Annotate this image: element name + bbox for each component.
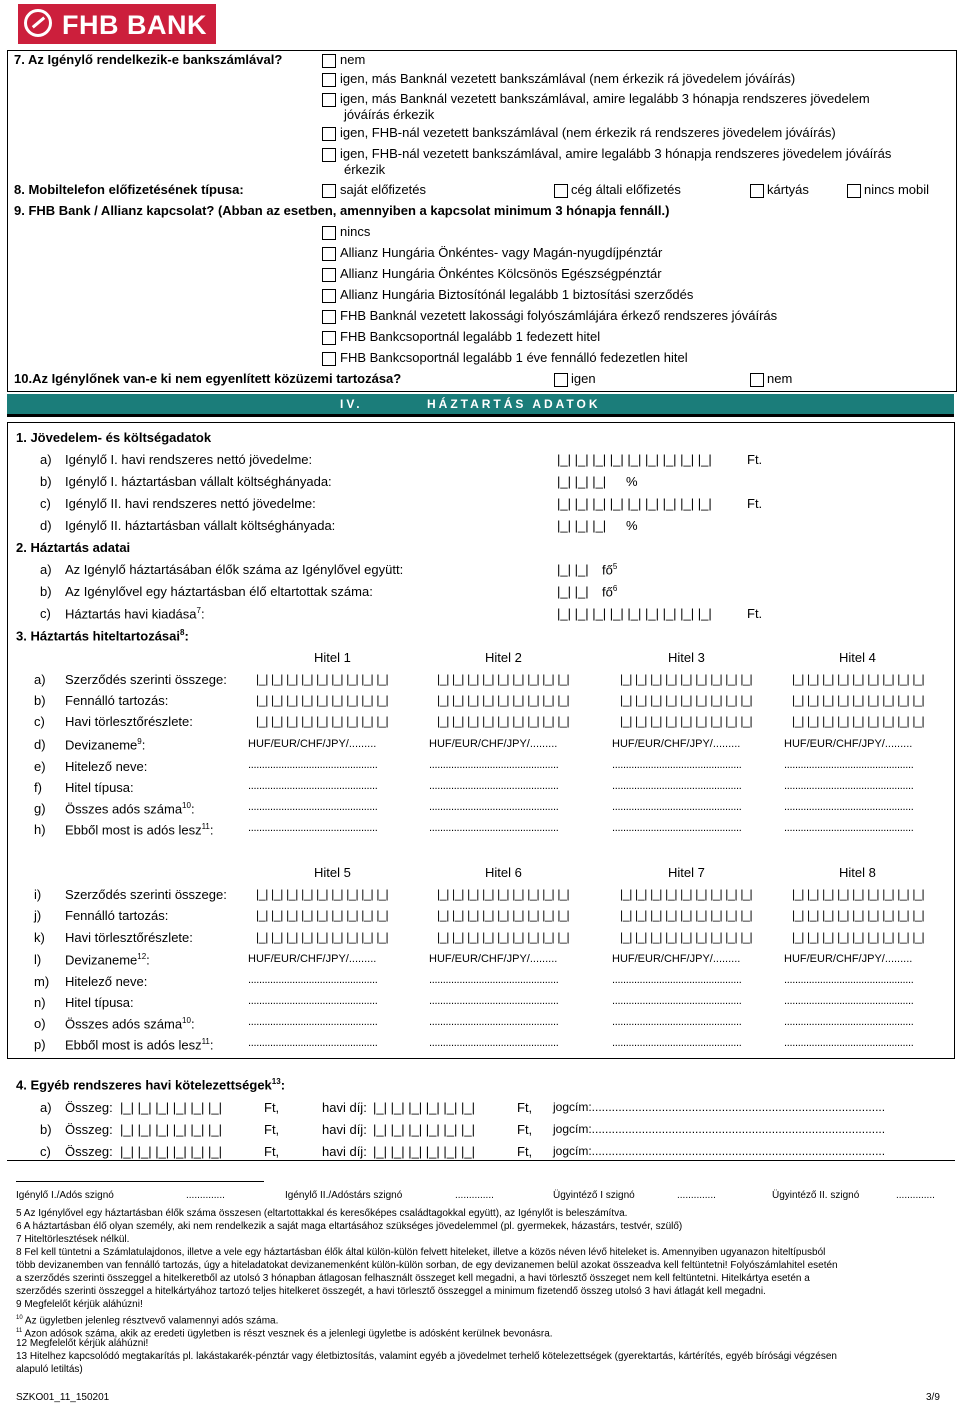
q7-option-4: igen, FHB-nál vezetett bankszámlával (nem érkezik rá rendszeres jövedelem jóváírás) [340, 125, 836, 140]
s3-cell-input[interactable]: ............................................... [784, 759, 914, 771]
s3-title [16, 628, 189, 643]
s3-row-label-text: Devizaneme [65, 737, 138, 753]
s3-row-letter: e) [34, 759, 46, 774]
s2-row-input[interactable]: |_| |_| [557, 562, 589, 577]
q9-option-1: nincs [340, 224, 371, 239]
q10-checkbox-no[interactable] [750, 373, 764, 387]
s3-cell-input[interactable]: |_| |_| |_| |_| |_| |_| |_| |_| |_| [437, 908, 570, 922]
sig-1-label: Igénylő I./Adós szignó [16, 1190, 114, 1201]
s3-cell-input[interactable]: |_| |_| |_| |_| |_| |_| |_| |_| |_| [256, 693, 389, 707]
s3-cell-input[interactable]: ............................................... [612, 995, 742, 1007]
s3-cell-input[interactable]: |_| |_| |_| |_| |_| |_| |_| |_| |_| [792, 908, 925, 922]
s3-row-label-text: Hitel típusa: [65, 995, 134, 1010]
household-top-rule [7, 422, 955, 423]
s3-cell-input[interactable]: |_| |_| |_| |_| |_| |_| |_| |_| |_| [792, 672, 925, 686]
q8-option-1: saját előfizetés [340, 182, 426, 197]
s3-row-letter: o) [34, 1016, 46, 1031]
s4-row-osszeg: Összeg: [65, 1144, 113, 1159]
s3-row-label [65, 887, 227, 902]
s2-row-label-sup: 7 [196, 606, 201, 615]
s1-row-unit: % [626, 518, 638, 533]
s2-row-label-text: Az Igénylővel egy háztartásban élő eltartottak száma: [65, 584, 373, 599]
s3-row-label-text: Havi törlesztőrészlete: [65, 930, 193, 945]
q9-checkbox-2[interactable] [322, 247, 336, 261]
s3-row-label-text: Hitelező neve: [65, 759, 148, 774]
section-roman: IV. [340, 397, 363, 411]
sig-2-label: Igénylő II./Adóstárs szignó [285, 1190, 403, 1201]
s4-row-jogcim[interactable]: jogcím:........................................................................................ [553, 1122, 886, 1136]
s1-row-input[interactable]: |_| |_| |_| [557, 474, 607, 489]
s3-cell-input[interactable]: ............................................... [248, 822, 378, 834]
s3-row-label-text: Hitel típusa: [65, 780, 134, 795]
s3-cell-input[interactable]: ............................................... [784, 801, 914, 813]
q7-option-2: igen, más Banknál vezetett bankszámlával (nem érkezik rá jövedelem jóváírás) [340, 71, 796, 86]
footnote-7: 7 Hiteltörlesztések nélkül. [16, 1234, 130, 1245]
s3-row-letter: c) [34, 714, 45, 729]
sig-1 [16, 1190, 225, 1201]
s1-row-letter: b) [40, 474, 52, 489]
s3-row-label-end: : [209, 1037, 214, 1053]
s1-row-letter: c) [40, 496, 51, 511]
sig-3-dots[interactable]: .............. [677, 1190, 716, 1201]
s3-row-label [65, 1016, 195, 1031]
s3-cell-input[interactable]: |_| |_| |_| |_| |_| |_| |_| |_| |_| [437, 693, 570, 707]
q10-option-yes: igen [571, 371, 596, 386]
section-title: HÁZTARTÁS ADATOK [427, 397, 601, 411]
s3-cell-input[interactable]: HUF/EUR/CHF/JPY/......... [784, 953, 913, 965]
s3-title-end: : [184, 628, 189, 644]
s3-cell-input[interactable]: |_| |_| |_| |_| |_| |_| |_| |_| |_| [620, 693, 753, 707]
s1-title: 1. Jövedelem- és költségadatok [16, 430, 212, 445]
s2-row-unit-text: fő [602, 562, 613, 578]
footnote-13-line1: 13 Hitelhez kapcsolódó megtakarítás pl. lakástakarék-pénztár vagy életbiztosítás, valamint egyéb a jövedelmet terhelő kötelezettségek (gyerektartás, kártérítés, egyéb bírósági végzésen [16, 1351, 837, 1362]
s4-row-ft2: Ft, [517, 1144, 533, 1159]
s3-row-letter: a) [34, 672, 46, 687]
q7-checkbox-5[interactable] [322, 148, 336, 162]
household-right-rule [954, 422, 955, 1058]
s3-row-label-end: : [141, 737, 146, 753]
s3-cell-input[interactable]: |_| |_| |_| |_| |_| |_| |_| |_| |_| [256, 887, 389, 901]
s3-row-label [65, 672, 227, 687]
s2-row-letter: a) [40, 562, 52, 577]
s2-row-unit-text: Ft. [747, 606, 763, 621]
s4-row-ft: Ft, [264, 1100, 280, 1115]
s3-cell-input[interactable]: HUF/EUR/CHF/JPY/......... [248, 953, 377, 965]
s3-cell-input[interactable]: |_| |_| |_| |_| |_| |_| |_| |_| |_| [620, 887, 753, 901]
s3-cell-input[interactable]: ............................................... [612, 1016, 742, 1028]
q10-checkbox-yes[interactable] [554, 373, 568, 387]
s3-col-header: Hitel 5 [314, 865, 351, 880]
s1-row-unit: Ft. [747, 452, 763, 467]
s3-row-letter: i) [34, 887, 42, 902]
q7-checkbox-3[interactable] [322, 93, 336, 107]
footer-rule [7, 1160, 955, 1161]
s3-cell-input[interactable]: HUF/EUR/CHF/JPY/......... [248, 738, 377, 750]
s4-row-fee-input[interactable]: |_| |_| |_| |_| |_| |_| [373, 1122, 475, 1137]
footnote-8-line1: 8 Fel kell tüntetni a Számlatulajdonos, illetve a vele egy háztartásban élők által külön-külön felvett hiteleket, illetve a közös néven lévő hiteleket is. Amennyiben ugyanazon hiteltípusból [16, 1247, 826, 1258]
s3-cell-input[interactable]: ............................................... [248, 801, 378, 813]
s2-row-unit-sup: 6 [612, 584, 618, 593]
s3-col-header: Hitel 1 [314, 650, 351, 665]
logo-text: FHB BANK [62, 10, 207, 40]
s3-cell-input[interactable]: ............................................... [429, 822, 559, 834]
s3-row-label [65, 737, 145, 752]
s3-row-label [65, 693, 168, 708]
s3-cell-input[interactable]: |_| |_| |_| |_| |_| |_| |_| |_| |_| [256, 672, 389, 686]
s3-row-label-text: Devizaneme [65, 952, 138, 968]
form-code: SZKO01_11_150201 [16, 1392, 110, 1403]
s3-row-label [65, 952, 150, 967]
q8-option-3: kártyás [767, 182, 809, 197]
s3-cell-input[interactable]: |_| |_| |_| |_| |_| |_| |_| |_| |_| [792, 693, 925, 707]
q9-checkbox-4[interactable] [322, 289, 336, 303]
footnote-5: 5 Az Igénylővel egy háztartásban élők száma összesen (eltartottakkal és keresőképes családtagokkal együtt), az Igénylőt is beleszámítva. [16, 1208, 628, 1219]
q8-checkbox-1[interactable] [322, 184, 336, 198]
s3-row-label-text: Szerződés szerinti összege: [65, 887, 227, 902]
s3-row-label [65, 801, 195, 816]
sig-4-dots[interactable]: .............. [896, 1190, 935, 1201]
s3-cell-input[interactable]: ............................................... [784, 822, 914, 834]
q7-option-3-cont: jóváírás érkezik [344, 107, 435, 122]
footnote-8-line3: a szerződés szerinti összeggel a hitelkeretből az utolsó 3 hónapban átlagosan felhasznált összeget kell megadni, a havi törlesztő összeget nem kell feltüntetni. Hitelkártya esetén a [16, 1273, 810, 1284]
q7-label: 7. Az Igénylő rendelkezik-e bankszámlával? [14, 52, 283, 67]
s3-row-letter: d) [34, 737, 46, 752]
sig-4 [772, 1190, 935, 1201]
s3-row-letter: l) [34, 952, 42, 967]
household-left-rule [7, 422, 8, 1058]
s3-row-label-text: Fennálló tartozás: [65, 693, 169, 708]
sig-3 [553, 1190, 716, 1201]
s3-row-label-sup: 11 [201, 1037, 210, 1046]
s3-cell-input[interactable]: HUF/EUR/CHF/JPY/......... [612, 738, 741, 750]
s4-row-havi: havi díj: [322, 1100, 367, 1115]
q7-option-3: igen, más Banknál vezetett bankszámlával, amire legalább 3 hónapja rendszeres jövedelem [340, 91, 870, 106]
s1-row-label: Igénylő II. havi rendszeres nettó jövedelme: [65, 496, 316, 511]
s2-row-unit-text: fő [602, 584, 613, 600]
s4-row-havi: havi díj: [322, 1122, 367, 1137]
s3-row-label-text: Összes adós száma [65, 801, 183, 817]
q9-option-2: Allianz Hungária Önkéntes- vagy Magán-nyugdíjpénztár [340, 245, 663, 260]
s3-cell-input[interactable]: |_| |_| |_| |_| |_| |_| |_| |_| |_| [256, 908, 389, 922]
s3-row-label [65, 930, 193, 945]
s4-title-sup: 13 [271, 1077, 281, 1086]
s2-row-letter: c) [40, 606, 51, 621]
s1-row-unit: Ft. [747, 496, 763, 511]
footnote-10-sup: 10 [16, 1315, 23, 1321]
sig-4-label: Ügyintéző II. szignó [772, 1190, 860, 1201]
s2-row-unit [747, 606, 762, 621]
s4-row-amount-input[interactable]: |_| |_| |_| |_| |_| |_| [120, 1144, 222, 1159]
s2-row-label [65, 562, 403, 577]
s3-row-label [65, 822, 214, 837]
q9-checkbox-1[interactable] [322, 226, 336, 240]
s3-cell-input[interactable]: |_| |_| |_| |_| |_| |_| |_| |_| |_| [620, 672, 753, 686]
q9-checkbox-6[interactable] [322, 331, 336, 345]
s3-cell-input[interactable]: ............................................... [248, 780, 378, 792]
s2-row-letter: b) [40, 584, 52, 599]
s4-row-letter: b) [40, 1122, 52, 1137]
s2-row-label [65, 606, 205, 621]
s3-title-sup: 8 [180, 628, 185, 637]
s3-cell-input[interactable]: ............................................... [784, 1037, 914, 1049]
fhb-logo [18, 4, 216, 44]
s4-row-jogcim[interactable]: jogcím:........................................................................................ [553, 1100, 886, 1114]
s3-row-label [65, 1037, 214, 1052]
s3-cell-input[interactable]: ............................................... [248, 759, 378, 771]
s3-cell-input[interactable]: ............................................... [429, 759, 559, 771]
q8-checkbox-2[interactable] [554, 184, 568, 198]
s3-cell-input[interactable]: ............................................... [612, 801, 742, 813]
s1-row-label: Igénylő I. háztartásban vállalt költséghányada: [65, 474, 332, 489]
s4-row-osszeg: Összeg: [65, 1122, 113, 1137]
s3-cell-input[interactable]: |_| |_| |_| |_| |_| |_| |_| |_| |_| [792, 887, 925, 901]
s2-row-unit [602, 584, 617, 599]
s3-row-letter: k) [34, 930, 45, 945]
s3-cell-input[interactable]: ............................................... [784, 1016, 914, 1028]
s3-row-label-sup: 11 [201, 822, 210, 831]
s3-row-label-end: : [190, 801, 195, 817]
logo-icon [24, 9, 52, 37]
s2-row-label-text: Az Igénylő háztartásában élők száma az Igénylővel együtt: [65, 562, 404, 577]
s3-row-label [65, 908, 168, 923]
s3-cell-input[interactable]: ............................................... [612, 759, 742, 771]
s1-row-input[interactable]: |_| |_| |_| |_| |_| |_| |_| |_| |_| [557, 452, 712, 467]
s3-row-label-end: : [146, 952, 150, 968]
s3-col-header: Hitel 6 [485, 865, 522, 880]
s3-col-header: Hitel 8 [839, 865, 876, 880]
s3-row-label-text: Szerződés szerinti összege: [65, 672, 227, 687]
s3-cell-input[interactable]: HUF/EUR/CHF/JPY/......... [429, 953, 558, 965]
s3-title-text: 3. Háztartás hiteltartozásai [16, 628, 181, 644]
s1-row-unit: % [626, 474, 638, 489]
s3-cell-input[interactable]: |_| |_| |_| |_| |_| |_| |_| |_| |_| [792, 930, 925, 944]
s1-row-label: Igénylő I. havi rendszeres nettó jövedelme: [65, 452, 313, 467]
s3-cell-input[interactable]: ............................................... [612, 1037, 742, 1049]
s4-row-jogcim[interactable]: jogcím:........................................................................................ [553, 1144, 886, 1158]
q9-option-4: Allianz Hungária Biztosítónál legalább 1 biztosítási szerződés [340, 287, 694, 302]
s2-row-label [65, 584, 373, 599]
s3-row-label-text: Összes adós száma [65, 1016, 183, 1032]
s4-row-ft: Ft, [264, 1122, 280, 1137]
footnote-6: 6 A háztartásban élő olyan személy, aki nem rendelkezik a saját maga eltartásához szükséges jövedelemmel (pl. gyermekek, házastárs, testvér, szülő) [16, 1221, 683, 1232]
s2-row-label-end: : [200, 606, 205, 622]
s3-row-label-text: Ebből most is adós lesz [65, 1037, 202, 1053]
s4-row-amount-input[interactable]: |_| |_| |_| |_| |_| |_| [120, 1122, 222, 1137]
q9-checkbox-7[interactable] [322, 352, 336, 366]
s3-cell-input[interactable]: ............................................... [784, 995, 914, 1007]
s2-row-label-text: Háztartás havi kiadása [65, 606, 197, 622]
sig-2 [285, 1190, 494, 1201]
s1-row-label: Igénylő II. háztartásban vállalt költséghányada: [65, 518, 336, 533]
s3-cell-input[interactable]: ............................................... [612, 974, 742, 986]
s3-row-label-text: Hitelező neve: [65, 974, 148, 989]
q8-checkbox-4[interactable] [847, 184, 861, 198]
s3-row-letter: p) [34, 1037, 46, 1052]
s3-cell-input[interactable]: ............................................... [429, 974, 559, 986]
s4-row-ft2: Ft, [517, 1100, 533, 1115]
s4-title-text: 4. Egyéb rendszeres havi kötelezettségek [16, 1077, 272, 1093]
q7-option-1: nem [340, 52, 366, 67]
s3-cell-input[interactable]: |_| |_| |_| |_| |_| |_| |_| |_| |_| [437, 672, 570, 686]
q8-option-4: nincs mobil [864, 182, 930, 197]
footnote-13-line2: alapuló letiltás) [16, 1364, 83, 1375]
q7-checkbox-1[interactable] [322, 54, 336, 68]
s3-row-label-sup: 9 [137, 737, 142, 746]
s4-title [16, 1077, 285, 1092]
s4-row-fee-input[interactable]: |_| |_| |_| |_| |_| |_| [373, 1144, 475, 1159]
s3-col-header: Hitel 4 [839, 650, 876, 665]
q9-checkbox-5[interactable] [322, 310, 336, 324]
q10-option-no: nem [767, 371, 793, 386]
s3-row-label [65, 974, 147, 989]
s3-row-label-sup: 10 [182, 1016, 191, 1025]
q8-label: 8. Mobiltelefon előfizetésének típusa: [14, 182, 244, 197]
s2-row-unit-sup: 5 [612, 562, 618, 571]
s3-col-header: Hitel 7 [668, 865, 705, 880]
s3-cell-input[interactable]: ............................................... [784, 780, 914, 792]
s2-title: 2. Háztartás adatai [16, 540, 131, 555]
s4-row-osszeg: Összeg: [65, 1100, 113, 1115]
footnote-10-text: Az ügyletben jelenleg résztvevő valamennyi adós száma. [24, 1315, 279, 1327]
footnote-rule [16, 1181, 264, 1182]
s4-row-havi: havi díj: [322, 1144, 367, 1159]
s3-row-label [65, 780, 134, 795]
s4-row-letter: c) [40, 1144, 51, 1159]
q9-option-7: FHB Bankcsoportnál legalább 1 éve fennálló fedezetlen hitel [340, 350, 688, 365]
s3-cell-input[interactable]: |_| |_| |_| |_| |_| |_| |_| |_| |_| [792, 714, 925, 728]
s3-row-label-sup: 10 [182, 801, 191, 810]
s3-cell-input[interactable]: HUF/EUR/CHF/JPY/......... [784, 738, 913, 750]
q7-checkbox-4[interactable] [322, 127, 336, 141]
s4-row-ft2: Ft, [517, 1122, 533, 1137]
footnote-12: 12 Megfelelőt kérjük aláhúzni! [16, 1338, 149, 1349]
s3-cell-input[interactable]: ............................................... [612, 822, 742, 834]
footnote-11-text: Azon adósok száma, akik az eredeti ügyletben is részt vesznek és a jelenlegi ügyletbe is adósként kerülnek bevonásra. [24, 1328, 553, 1340]
s4-row-fee-input[interactable]: |_| |_| |_| |_| |_| |_| [373, 1100, 475, 1115]
s3-cell-input[interactable]: |_| |_| |_| |_| |_| |_| |_| |_| |_| [620, 908, 753, 922]
s1-row-letter: d) [40, 518, 52, 533]
q9-option-3: Allianz Hungária Önkéntes Kölcsönös Egészségpénztár [340, 266, 662, 281]
s3-row-letter: h) [34, 822, 46, 837]
q9-label: 9. FHB Bank / Allianz kapcsolat? (Abban az esetben, amennyiben a kapcsolat minimum 3 hónapja fennáll.) [14, 203, 670, 218]
s2-row-unit [602, 562, 617, 577]
s3-cell-input[interactable]: |_| |_| |_| |_| |_| |_| |_| |_| |_| [437, 930, 570, 944]
s3-row-label [65, 714, 193, 729]
s3-col-header: Hitel 2 [485, 650, 522, 665]
s3-cell-input[interactable]: |_| |_| |_| |_| |_| |_| |_| |_| |_| [620, 930, 753, 944]
s3-cell-input[interactable]: ............................................... [429, 1016, 559, 1028]
footnote-9: 9 Megfelelőt kérjük aláhúzni! [16, 1299, 143, 1310]
s3-row-letter: j) [34, 908, 42, 923]
s3-cell-input[interactable]: HUF/EUR/CHF/JPY/......... [429, 738, 558, 750]
s3-row-letter: n) [34, 995, 46, 1010]
section-band [7, 394, 954, 417]
q9-option-6: FHB Bankcsoportnál legalább 1 fedezett hitel [340, 329, 601, 344]
s3-cell-input[interactable]: HUF/EUR/CHF/JPY/......... [612, 953, 741, 965]
sig-2-dots[interactable]: .............. [455, 1190, 494, 1201]
s3-cell-input[interactable]: |_| |_| |_| |_| |_| |_| |_| |_| |_| [620, 714, 753, 728]
q7-option-5: igen, FHB-nál vezetett bankszámlával, amire legalább 3 hónapja rendszeres jövedelem jóváírás [340, 146, 892, 161]
s3-cell-input[interactable]: |_| |_| |_| |_| |_| |_| |_| |_| |_| [256, 930, 389, 944]
footnote-8-line4: szerződés szerinti összeggel a hitelkártyához tartozó teljes hitelkeret összegét, a havi törlesztő összeggel a minimum fizetendő összeg utolsó 3 havi átlagát kell megadni. [16, 1286, 766, 1297]
s3-row-label [65, 995, 134, 1010]
s3-row-label [65, 759, 147, 774]
s3-cell-input[interactable]: ............................................... [784, 974, 914, 986]
q7-option-5-cont: érkezik [344, 162, 386, 177]
q9-option-5: FHB Banknál vezetett lakossági folyószámlájára érkező rendszeres jóváírás [340, 308, 778, 323]
q9-checkbox-3[interactable] [322, 268, 336, 282]
footnote-11-sup: 11 [16, 1328, 23, 1334]
s1-row-input[interactable]: |_| |_| |_| [557, 518, 607, 533]
s4-row-amount-input[interactable]: |_| |_| |_| |_| |_| |_| [120, 1100, 222, 1115]
s3-row-label-text: Havi törlesztőrészlete: [65, 714, 193, 729]
s3-row-label-end: : [190, 1016, 195, 1032]
s4-title-end: : [280, 1077, 286, 1093]
s3-cell-input[interactable]: ............................................... [429, 801, 559, 813]
s1-row-input[interactable]: |_| |_| |_| |_| |_| |_| |_| |_| |_| [557, 496, 712, 511]
q8-option-2: cég általi előfizetés [571, 182, 681, 197]
q8-checkbox-3[interactable] [750, 184, 764, 198]
page-number: 3/9 [926, 1392, 940, 1403]
s4-row-letter: a) [40, 1100, 52, 1115]
sig-3-label: Ügyintéző I szignó [553, 1190, 635, 1201]
s3-row-label-text: Ebből most is adós lesz [65, 822, 202, 838]
s3-cell-input[interactable]: ............................................... [248, 995, 378, 1007]
s3-row-label-sup: 12 [137, 952, 147, 961]
s3-cell-input[interactable]: ............................................... [429, 780, 559, 792]
s3-row-label-text: Fennálló tartozás: [65, 908, 169, 923]
s3-cell-input[interactable]: |_| |_| |_| |_| |_| |_| |_| |_| |_| [437, 887, 570, 901]
s4-row-ft: Ft, [264, 1144, 280, 1159]
s3-row-letter: m) [34, 974, 50, 989]
s3-row-letter: f) [34, 780, 42, 795]
s2-row-input[interactable]: |_| |_| [557, 584, 589, 599]
footnote-8-line2: több devizanemben van fennálló tartozás, úgy a hiteladatokat devizanemenként külön-külön sorban, de egy devizanemen belül azokat összeadva kell feltüntetni! Folyószámlahitel esetén [16, 1260, 838, 1271]
s3-cell-input[interactable]: |_| |_| |_| |_| |_| |_| |_| |_| |_| [437, 714, 570, 728]
s3-row-letter: g) [34, 801, 46, 816]
s3-col-header: Hitel 3 [668, 650, 705, 665]
s3-row-label-end: : [209, 822, 214, 838]
s3-cell-input[interactable]: ............................................... [612, 780, 742, 792]
s3-cell-input[interactable]: ............................................... [248, 974, 378, 986]
sig-1-dots[interactable]: .............. [186, 1190, 225, 1201]
s2-row-input[interactable]: |_| |_| |_| |_| |_| |_| |_| |_| |_| [557, 606, 712, 621]
s3-row-letter: b) [34, 693, 46, 708]
household-mid-rule [7, 1058, 955, 1059]
s3-cell-input[interactable]: |_| |_| |_| |_| |_| |_| |_| |_| |_| [256, 714, 389, 728]
s3-cell-input[interactable]: ............................................... [248, 1016, 378, 1028]
s3-cell-input[interactable]: ............................................... [248, 1037, 378, 1049]
s3-cell-input[interactable]: ............................................... [429, 1037, 559, 1049]
s3-cell-input[interactable]: ............................................... [429, 995, 559, 1007]
s1-row-letter: a) [40, 452, 52, 467]
q10-label: 10.Az Igénylőnek van-e ki nem egyenlített közüzemi tartozása? [14, 371, 402, 386]
q7-checkbox-2[interactable] [322, 73, 336, 87]
